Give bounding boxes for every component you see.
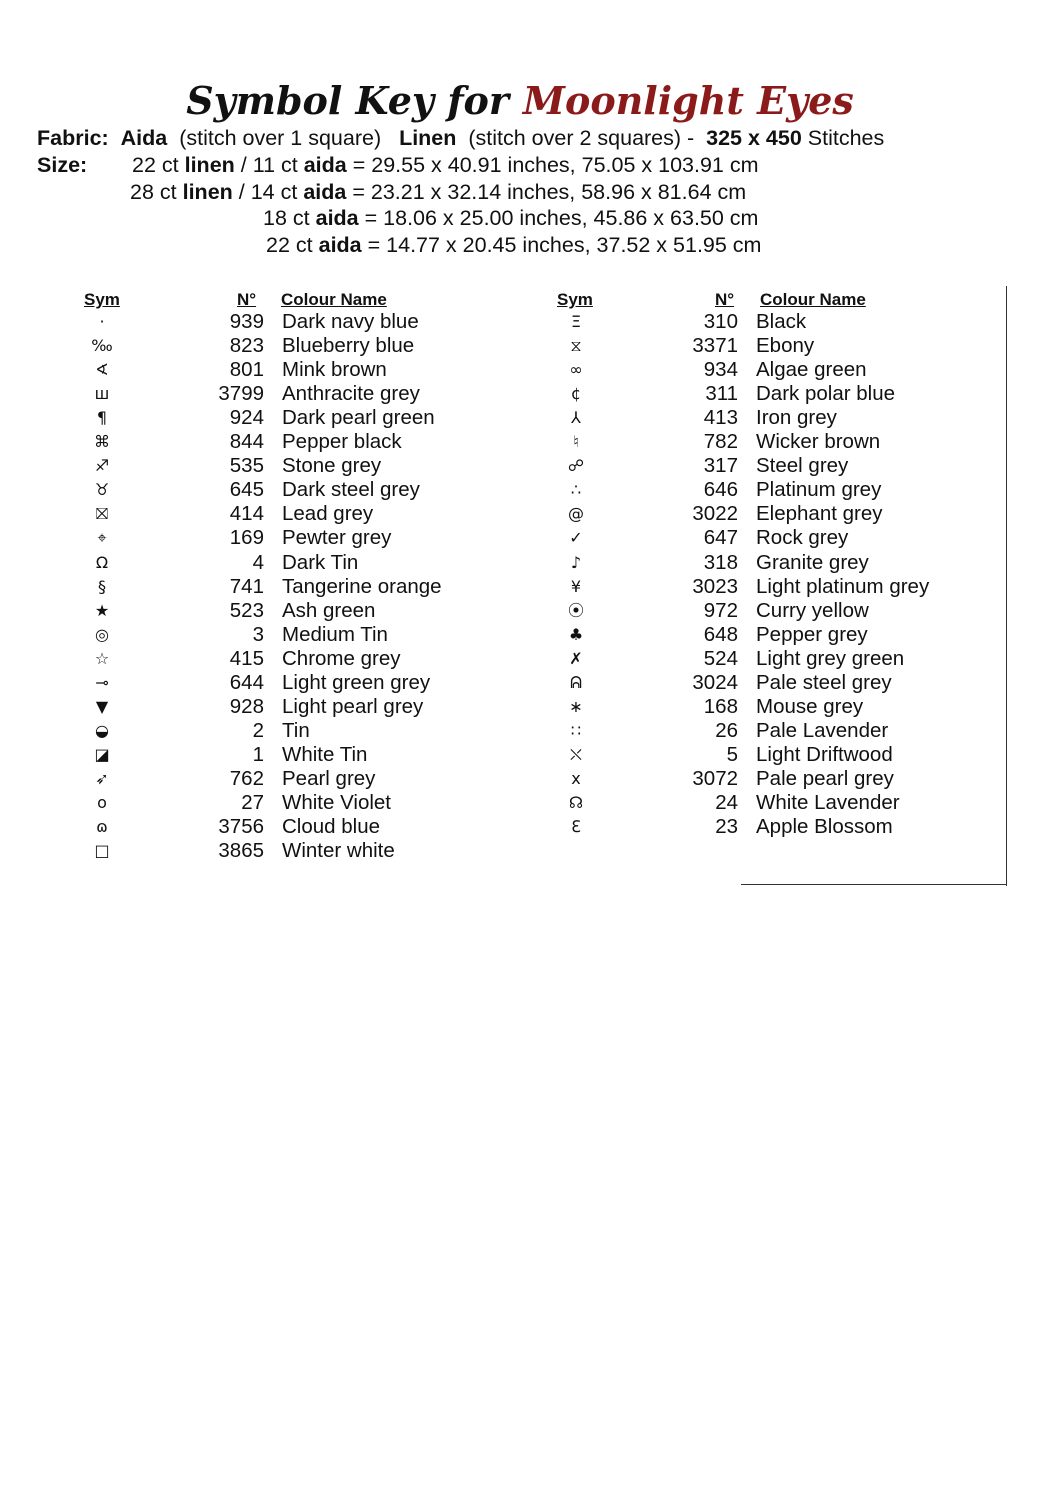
colour-name: Granite grey <box>756 550 869 574</box>
symbol-glyph: ★ <box>94 600 110 620</box>
symbol-glyph: ⦿ <box>567 600 584 620</box>
header-name-right: Colour Name <box>760 290 866 309</box>
colour-name: Mink brown <box>282 358 387 382</box>
colour-name: Dark pearl green <box>282 406 435 430</box>
colour-name: Rock grey <box>756 526 849 550</box>
colour-name: Dark Tin <box>282 550 359 574</box>
size-dims: = 18.06 x 25.00 inches, 45.86 x 63.50 cm <box>364 206 759 230</box>
colour-name: Tin <box>282 718 310 742</box>
symbol-glyph: ☍ <box>567 456 585 476</box>
symbol-glyph: ☆ <box>94 648 110 668</box>
symbol-glyph: ⌘ <box>94 432 110 452</box>
size-fabric: aida <box>303 180 347 204</box>
colour-name: Ebony <box>756 334 815 358</box>
symbol-glyph: ш <box>94 384 110 404</box>
colour-name: Light grey green <box>756 646 905 670</box>
colour-number: 648 <box>703 622 738 646</box>
colour-number: 823 <box>229 334 264 358</box>
colour-number: 3865 <box>218 839 264 863</box>
colour-name: Pearl grey <box>282 766 376 790</box>
page-title <box>0 78 1040 123</box>
size-label-line <box>37 153 87 178</box>
colour-name: White Tin <box>282 742 368 766</box>
colour-number: 168 <box>703 694 738 718</box>
colour-name: Light green grey <box>282 670 431 694</box>
symbol-glyph: ⌖ <box>97 528 107 548</box>
fabric-linen: Linen <box>399 126 457 150</box>
table-row <box>82 334 462 358</box>
colour-name: Anthracite grey <box>282 382 420 406</box>
colour-name: Apple Blossom <box>756 815 893 839</box>
size-row-3 <box>263 206 758 231</box>
symbol-glyph: · <box>99 312 105 331</box>
symbol-glyph: ♮ <box>573 432 579 452</box>
colour-number: 24 <box>715 791 738 814</box>
header-num-right: N° <box>715 290 735 309</box>
colour-number: 26 <box>715 718 738 742</box>
size-row-1 <box>132 153 759 178</box>
table-row <box>556 382 936 406</box>
symbol-glyph: ⊸ <box>95 672 109 692</box>
table-row <box>556 815 936 839</box>
colour-number: 310 <box>703 310 738 333</box>
size-count: 18 ct <box>263 206 310 230</box>
symbol-glyph: ¢ <box>570 384 582 404</box>
fabric-label: Fabric: <box>37 126 109 150</box>
symbol-glyph: ⛝ <box>95 504 109 524</box>
table-row <box>556 502 936 526</box>
colour-number: 646 <box>703 478 738 502</box>
table-row <box>82 647 462 671</box>
table-row <box>556 406 936 430</box>
colour-number: 934 <box>703 358 738 382</box>
symbol-glyph: ✗ <box>569 648 583 668</box>
symbol-glyph: ‰ <box>91 336 113 356</box>
table-row <box>82 526 462 550</box>
colour-name: Elephant grey <box>756 502 883 526</box>
table-row <box>556 526 936 550</box>
table-row <box>556 334 936 358</box>
colour-name: White Violet <box>282 791 392 814</box>
colour-number: 2 <box>252 718 264 742</box>
colour-name: Platinum grey <box>756 478 882 502</box>
size-count: 22 ct <box>266 233 313 257</box>
colour-number: 3022 <box>692 502 738 526</box>
size-label: Size: <box>37 153 88 177</box>
colour-name: Wicker brown <box>756 430 881 454</box>
colour-number: 647 <box>703 526 738 550</box>
table-row <box>556 791 936 815</box>
colour-number: 27 <box>241 791 264 814</box>
stitch-label: Stitches <box>807 126 885 150</box>
size-fabric: aida <box>318 233 362 257</box>
colour-number: 741 <box>229 574 264 598</box>
colour-name: Curry yellow <box>756 598 869 622</box>
colour-name: Pepper black <box>282 430 402 454</box>
table-row <box>82 382 462 406</box>
title-prefix: Symbol Key for <box>186 78 509 123</box>
colour-number: 782 <box>703 430 738 454</box>
colour-name: Iron grey <box>756 406 837 430</box>
table-row <box>556 767 936 791</box>
colour-number: 413 <box>703 406 738 430</box>
table-row <box>556 575 936 599</box>
colour-number: 645 <box>229 478 264 502</box>
symbol-glyph: ∷ <box>570 720 582 740</box>
colour-name: Lead grey <box>282 502 374 526</box>
colour-name: Ash green <box>282 598 376 622</box>
size-count: 22 ct <box>132 153 179 177</box>
header-name-left: Colour Name <box>281 290 387 309</box>
symbol-glyph: @ <box>568 504 584 524</box>
fabric-aida: Aida <box>120 126 168 150</box>
colour-name: Cloud blue <box>282 815 381 839</box>
table-row <box>82 478 462 502</box>
size-fabric: linen <box>182 180 233 204</box>
symbol-glyph: ∗ <box>569 696 583 716</box>
colour-name: Light pearl grey <box>282 694 424 718</box>
colour-number: 3072 <box>692 766 738 790</box>
table-row <box>82 671 462 695</box>
symbol-glyph: ◒ <box>95 720 109 740</box>
colour-number: 972 <box>703 598 738 622</box>
size-row-4 <box>266 233 761 258</box>
symbol-glyph: ɷ <box>96 817 108 837</box>
table-right-border <box>1006 286 1007 886</box>
size-fabric: aida <box>303 153 347 177</box>
colour-name: Stone grey <box>282 454 382 478</box>
table-row <box>556 623 936 647</box>
colour-number: 169 <box>229 526 264 550</box>
colour-name: Pepper grey <box>756 622 868 646</box>
symbol-glyph: § <box>98 576 106 596</box>
size-fabric: aida <box>315 206 359 230</box>
colour-name: Black <box>756 310 807 333</box>
colour-name: Pewter grey <box>282 526 392 550</box>
symbol-glyph: ⛌ <box>570 744 582 764</box>
colour-number: 318 <box>703 550 738 574</box>
header-num-left: N° <box>237 290 257 309</box>
colour-number: 3024 <box>692 670 738 694</box>
symbol-glyph: ☊ <box>568 793 584 812</box>
colour-number: 3371 <box>692 334 738 358</box>
symbol-glyph: ➶ <box>95 768 109 788</box>
table-row <box>556 551 936 575</box>
table-row <box>556 599 936 623</box>
symbol-glyph: ♐ <box>94 456 110 476</box>
table-row <box>82 719 462 743</box>
symbol-glyph: ◎ <box>95 624 109 644</box>
table-row <box>556 647 936 671</box>
symbol-glyph: □ <box>94 841 110 861</box>
colour-number: 4 <box>252 550 264 574</box>
colour-number: 524 <box>703 646 738 670</box>
symbol-glyph: ♉ <box>94 480 110 500</box>
colour-name: Steel grey <box>756 454 849 478</box>
table-row <box>82 430 462 454</box>
symbol-glyph: ♪ <box>570 552 582 572</box>
colour-name: Blueberry blue <box>282 334 415 358</box>
colour-number: 317 <box>703 454 738 478</box>
colour-name: Dark navy blue <box>282 310 419 333</box>
colour-number: 928 <box>229 694 264 718</box>
colour-number: 844 <box>229 430 264 454</box>
colour-number: 311 <box>705 382 738 406</box>
size-row-2 <box>130 180 746 205</box>
table-row <box>82 454 462 478</box>
header-sym-right: Sym <box>557 290 593 309</box>
symbol-glyph: ⅄ <box>571 408 581 428</box>
table-bottom-border <box>741 884 1007 885</box>
table-row <box>82 815 462 839</box>
symbol-glyph: ∴ <box>570 480 582 500</box>
size-sep: / 14 ct <box>238 180 298 204</box>
colour-name: Pale Lavender <box>756 718 889 742</box>
symbol-glyph: ¥ <box>570 576 582 596</box>
fabric-linen-note: (stitch over 2 squares) - <box>468 126 695 150</box>
colour-number: 762 <box>229 766 264 790</box>
colour-name: Dark steel grey <box>282 478 420 502</box>
table-row <box>82 575 462 599</box>
symbol-glyph: ♣ <box>568 624 584 644</box>
size-count: 28 ct <box>130 180 177 204</box>
size-sep: / 11 ct <box>240 153 298 177</box>
colour-name: Algae green <box>756 358 867 382</box>
table-row <box>82 791 462 815</box>
table-row <box>556 478 936 502</box>
colour-name: Chrome grey <box>282 646 401 670</box>
table-row <box>556 454 936 478</box>
table-row <box>82 406 462 430</box>
size-dims: = 23.21 x 32.14 inches, 58.96 x 81.64 cm <box>352 180 747 204</box>
pattern-name: Moonlight Eyes <box>522 78 854 123</box>
colour-name: Light platinum grey <box>756 574 930 598</box>
colour-name: Mouse grey <box>756 694 864 718</box>
table-row <box>556 310 936 334</box>
colour-name: Winter white <box>282 839 395 863</box>
table-row <box>556 695 936 719</box>
colour-number: 414 <box>229 502 264 526</box>
symbol-glyph: ¶ <box>96 408 108 428</box>
colour-number: 23 <box>715 815 738 839</box>
colour-number: 3023 <box>692 574 738 598</box>
colour-number: 3 <box>252 622 264 646</box>
colour-number: 924 <box>229 406 264 430</box>
colour-number: 535 <box>229 454 264 478</box>
symbol-glyph: ᕱ <box>570 672 582 692</box>
symbol-glyph: ▼ <box>95 696 109 716</box>
fabric-aida-note: (stitch over 1 square) <box>179 126 382 150</box>
symbol-glyph: Ω <box>95 552 109 572</box>
symbol-glyph: ✓ <box>569 528 583 548</box>
table-row <box>556 358 936 382</box>
table-row <box>82 743 462 767</box>
table-row <box>82 502 462 526</box>
size-dims: = 14.77 x 20.45 inches, 37.52 x 51.95 cm <box>367 233 762 257</box>
colour-name: White Lavender <box>756 791 900 814</box>
table-row <box>556 743 936 767</box>
fabric-line <box>37 126 884 151</box>
colour-number: 939 <box>229 310 264 333</box>
size-fabric: linen <box>184 153 235 177</box>
table-row <box>556 430 936 454</box>
colour-name: Dark polar blue <box>756 382 896 406</box>
symbol-glyph: ∞ <box>569 360 583 380</box>
colour-number: 1 <box>252 742 264 766</box>
stitch-count: 325 x 450 <box>706 126 802 150</box>
symbol-glyph: x <box>571 768 581 788</box>
table-row <box>556 671 936 695</box>
colour-name: Tangerine orange <box>282 574 442 598</box>
colour-number: 5 <box>726 742 738 766</box>
symbol-glyph: ◪ <box>94 744 110 764</box>
table-row <box>82 767 462 791</box>
table-row <box>82 551 462 575</box>
colour-number: 3756 <box>218 815 264 839</box>
table-row <box>82 599 462 623</box>
colour-number: 3799 <box>218 382 264 406</box>
symbol-glyph: ⧖ <box>570 336 582 356</box>
symbol-glyph: ∢ <box>95 360 109 380</box>
table-row <box>82 839 462 863</box>
table-row <box>82 623 462 647</box>
header-sym-left: Sym <box>84 290 120 309</box>
symbol-glyph: Ξ <box>570 312 582 331</box>
colour-number: 523 <box>229 598 264 622</box>
table-row <box>82 310 462 334</box>
colour-name: Pale pearl grey <box>756 766 894 790</box>
colour-name: Pale steel grey <box>756 670 892 694</box>
size-dims: = 29.55 x 40.91 inches, 75.05 x 103.91 cm <box>352 153 759 177</box>
table-row <box>556 719 936 743</box>
symbol-glyph: ℇ <box>571 817 581 837</box>
colour-name: Light Driftwood <box>756 742 893 766</box>
colour-number: 644 <box>229 670 264 694</box>
colour-number: 415 <box>229 646 264 670</box>
table-row <box>82 358 462 382</box>
table-row <box>82 695 462 719</box>
symbol-glyph: o <box>97 793 107 812</box>
colour-number: 801 <box>229 358 264 382</box>
colour-name: Medium Tin <box>282 622 388 646</box>
